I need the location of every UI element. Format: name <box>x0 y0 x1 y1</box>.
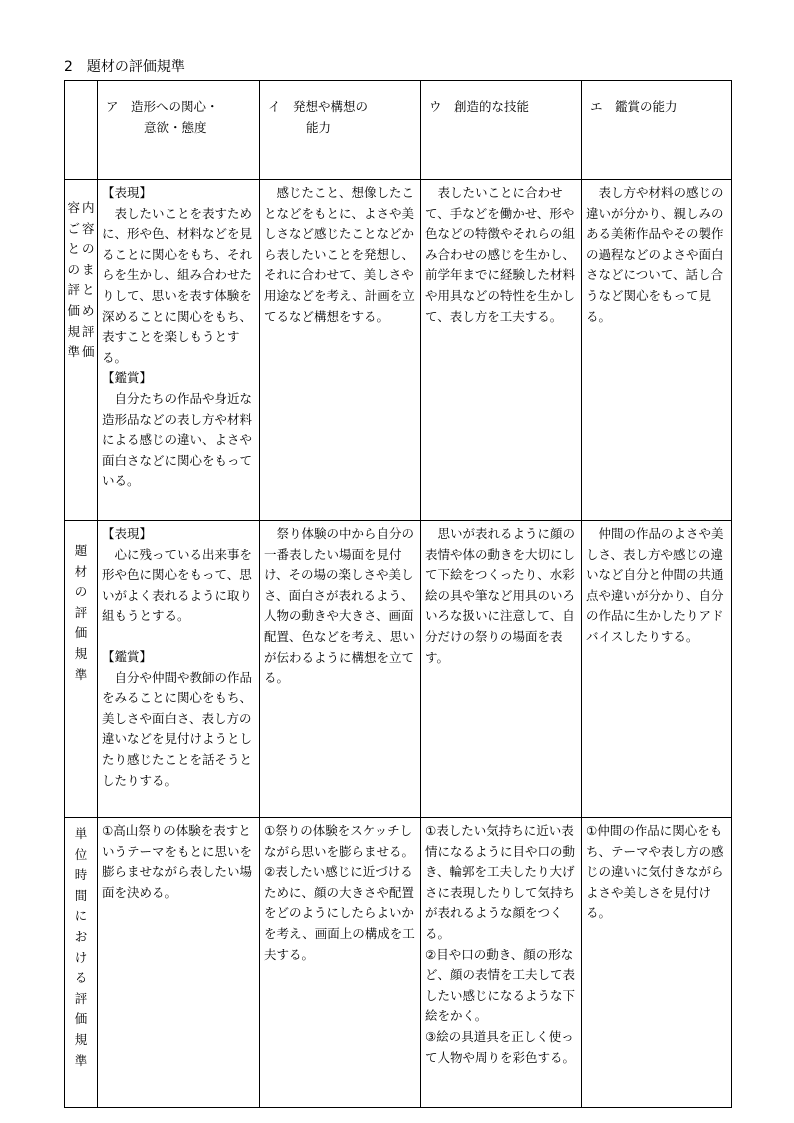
criteria-cell: 表したいことに合わせて、手などを働かせ、形や色などの特徴やそれらの組み合わせの感じを生かし、前学年までに経験した材料や用具などの特性を生かして、表し方を工夫する。 <box>421 180 582 521</box>
column-header-ideation <box>260 81 421 180</box>
column-header-line2: 意欲・態度 <box>144 119 207 135</box>
criteria-cell: ①仲間の作品に関心をもち、テーマや表し方の感じの違いに気付きながらよさや美しさを見付ける。 <box>582 818 732 1108</box>
content-criteria-row <box>65 180 732 521</box>
row-header-lesson: 単 位 時 間 に お け る 評 価 規 準 <box>65 818 98 1108</box>
criteria-cell: 表し方や材料の感じの違いが分かり、親しみのある美術作品やその製作の過程などのよさや面白さなどについて、話し合うなど関心をもって見る。 <box>582 180 732 521</box>
column-header-line1: エ 鑑賞の能力 <box>590 99 678 114</box>
column-header-skills <box>421 81 582 180</box>
criteria-cell: ①表したい気持ちに近い表情になるように目や口の動き、輪郭を工夫したり大げさに表現したりして気持ちが表れるような顔をつくる。 ②目や口の動き、顔の形など、顔の表情を工夫して表したい感じになるような下絵をかく。 ③絵の具道具を正しく使って人物や周りを彩色する。 <box>421 818 582 1108</box>
section-heading: 2 題材の評価規準 <box>64 59 185 75</box>
criteria-cell: ①祭りの体験をスケッチしながら思いを膨らませる。 ②表したい感じに近づけるために、顔の大きさや配置をどのようにしたらよいかを考え、画面上の構成を工夫する。 <box>260 818 421 1108</box>
row-header-content <box>65 180 98 521</box>
criteria-cell: 仲間の作品のよさや美しさ、表し方や感じの違いなど自分と仲間の共通点や違いが分かり、自分の作品に生かしたりアドバイスしたりする。 <box>582 521 732 818</box>
evaluation-criteria-table <box>64 80 732 1108</box>
corner-cell <box>65 81 98 180</box>
column-header-appreciation <box>582 81 732 180</box>
column-header-line1: ア 造形への関心・ <box>106 99 219 114</box>
row-header-column-right: 内 容 の ま と め 評 価 <box>82 200 95 360</box>
criteria-cell: ①高山祭りの体験を表すというテーマをもとに思いを膨らませながら表したい場面を決める。 <box>98 818 260 1108</box>
criteria-cell: 【表現】 心に残っている出来事を形や色に関心をもって、思いがよく表れるように取り組もうとする。 【鑑賞】 自分や仲間や教師の作品をみることに関心をもち、美しさや面白さ、表し方の違いなどを見付けようとしたり感じたことを話そうとしたりする。 <box>98 521 260 818</box>
column-header-interest <box>98 81 260 180</box>
column-header-line1: イ 発想や構想の <box>268 99 369 114</box>
column-header-line2: 能力 <box>306 119 332 135</box>
criteria-cell: 思いが表れるように顔の表情や体の動きを大切にして下絵をつくったり、水彩絵の具や筆など用具のいろいろな扱いに注意して、自分だけの祭りの場面を表す。 <box>421 521 582 818</box>
criteria-cell: 祭り体験の中から自分の一番表したい場面を見付け、その場の楽しさや美しさ、面白さが表れるよう、人物の動きや大きさ、画面配置、色などを考え、思いが伝わるように構想を立てる。 <box>260 521 421 818</box>
column-header-line1: ウ 創造的な技能 <box>429 99 530 114</box>
criteria-cell: 感じたこと、想像したことなどをもとに、よさや美しさなど感じたことなどから表したいことを発想し、それに合わせて、美しさや用途などを考え、計画を立てるなど構想をする。 <box>260 180 421 521</box>
unit-criteria-row <box>65 521 732 818</box>
lesson-criteria-row <box>65 818 732 1108</box>
row-header-unit: 題 材 の 評 価 規 準 <box>65 521 98 818</box>
criteria-cell: 【表現】 表したいことを表すために、形や色、材料などを見ることに関心をもち、それらを生かし、組み合わせたりして、思いを表す体験を深めることに関心をもち、表すことを楽しもうとする。 【鑑賞】 自分たちの作品や身近な造形品などの表し方や材料による感じの違い、よさや面白さなどに関心をもっている。 <box>98 180 260 521</box>
header-row <box>65 81 732 180</box>
row-header-column-left: 容 ご と の 評 価 規 準 <box>67 200 80 360</box>
